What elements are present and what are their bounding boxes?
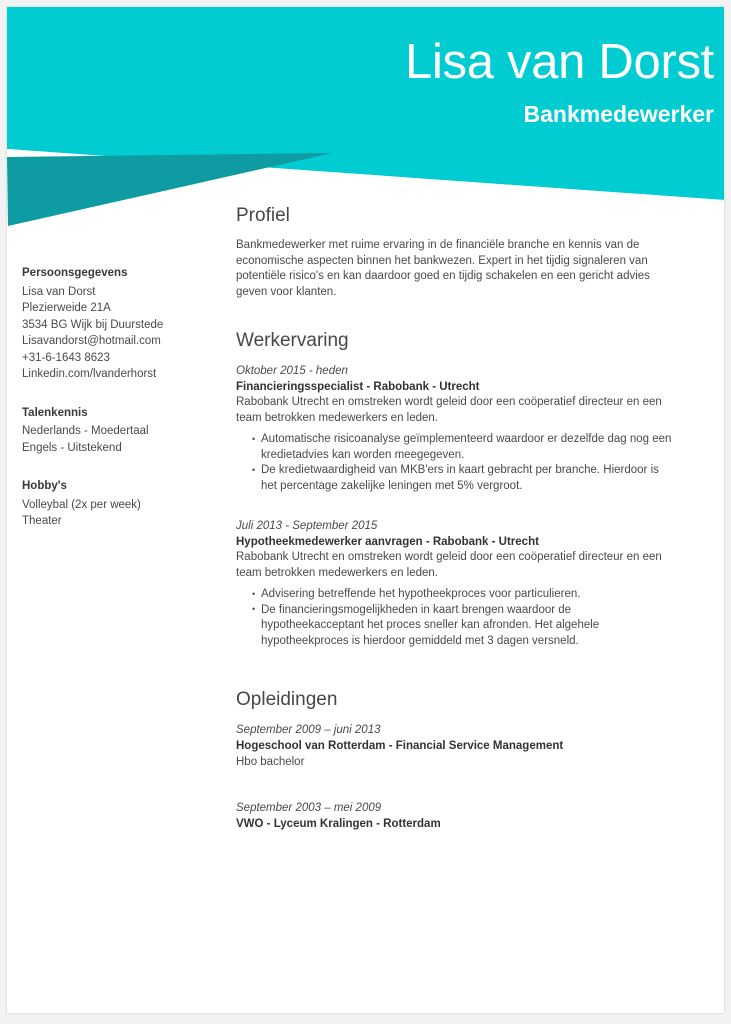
section-heading-werkervaring: Werkervaring <box>236 330 349 351</box>
spacer <box>236 784 676 800</box>
experience-entry <box>236 363 676 494</box>
sidebar-line-email[interactable]: Lisavandorst@hotmail.com <box>22 335 161 347</box>
main-content <box>236 203 676 846</box>
list-item: • Advisering betreffende het hypotheekproces voor particulieren. <box>252 587 676 603</box>
experience-description: Rabobank Utrecht en omstreken wordt geleid door een coöperatief directeur en een team betrokken medewerkers en leden. <box>236 551 662 579</box>
page-title: Lisa van Dorst <box>405 35 714 89</box>
sidebar-line-name: Lisa van Dorst <box>22 285 96 298</box>
spacer <box>236 508 676 518</box>
education-date: September 2009 – juni 2013 <box>236 724 381 736</box>
sidebar <box>22 265 222 552</box>
profile-text: Bankmedewerker met ruime ervaring in de financiële branche en kennis van de economische aspecten binnen het bankwezen. Expert in het tijdig signaleren van potentiële risico's en kan daardoor goed en tijdig schakelen en een gericht advies geven voor klanten. <box>236 239 650 298</box>
section-heading-opleidingen: Opleidingen <box>236 689 338 710</box>
sidebar-line-hobby-1: Volleybal (2x per week) <box>22 498 141 511</box>
experience-description: Rabobank Utrecht en omstreken wordt geleid door een coöperatief directeur en een team betrokken medewerkers en leden. <box>236 396 662 424</box>
sidebar-line-language-1: Nederlands - Moedertaal <box>22 425 149 437</box>
sidebar-line-street: Plezierweide 21A <box>22 302 111 314</box>
experience-bullet-list <box>236 432 676 494</box>
education-degree: Hbo bachelor <box>236 756 305 768</box>
section-werkervaring <box>236 328 676 649</box>
sidebar-block-hobbys <box>22 478 222 530</box>
experience-title: Hypotheekmedewerker aanvragen - Rabobank - Utrecht <box>236 536 539 548</box>
cv-page <box>7 7 724 1013</box>
experience-entry <box>236 518 676 649</box>
job-title: Bankmedewerker <box>523 101 714 128</box>
sidebar-line-phone[interactable]: +31-6-1643 8623 <box>22 351 110 364</box>
header-text-group <box>405 37 714 129</box>
sidebar-block-persoonsgegevens <box>22 265 222 383</box>
spacer <box>236 663 676 687</box>
section-heading-profiel: Profiel <box>236 205 290 226</box>
sidebar-heading: Talenkennis <box>22 406 88 419</box>
section-profiel <box>236 203 676 300</box>
list-item: • Automatische risicoanalyse geïmplementeerd waardoor er dezelfde dag nog een kredietadvies kan worden meegegeven. <box>252 432 676 463</box>
education-title: Hogeschool van Rotterdam - Financial Service Management <box>236 740 564 752</box>
experience-title: Financieringsspecialist - Rabobank - Utrecht <box>236 381 480 393</box>
sidebar-block-talenkennis <box>22 405 222 457</box>
experience-date: Oktober 2015 - heden <box>236 365 348 377</box>
experience-date: Juli 2013 - September 2015 <box>236 520 378 532</box>
section-opleidingen <box>236 687 676 832</box>
spacer <box>236 304 676 328</box>
sidebar-heading: Hobby's <box>22 480 67 492</box>
list-item: • De kredietwaardigheid van MKB'ers in kaart gebracht per branche. Hierdoor is het percentage zakelijke leningen met 5% vergroot. <box>252 463 676 494</box>
sidebar-line-hobby-2: Theater <box>22 515 62 527</box>
education-title: VWO - Lyceum Kralingen - Rotterdam <box>236 818 441 830</box>
sidebar-heading: Persoonsgegevens <box>22 267 128 279</box>
sidebar-line-linkedin[interactable]: Linkedin.com/lvanderhorst <box>22 368 157 380</box>
sidebar-line-language-2: Engels - Uitstekend <box>22 441 122 454</box>
education-entry <box>236 722 676 770</box>
list-item: • De financieringsmogelijkheden in kaart brengen waardoor de hypotheekacceptant het proces sneller kan afronden. Het algehele hypotheekproces is hierdoor gemiddeld met 3 dagen versneld. <box>252 603 676 650</box>
education-entry <box>236 800 676 832</box>
experience-bullet-list <box>236 587 676 649</box>
education-date: September 2003 – mei 2009 <box>236 802 382 814</box>
sidebar-line-city: 3534 BG Wijk bij Duurstede <box>22 318 164 331</box>
